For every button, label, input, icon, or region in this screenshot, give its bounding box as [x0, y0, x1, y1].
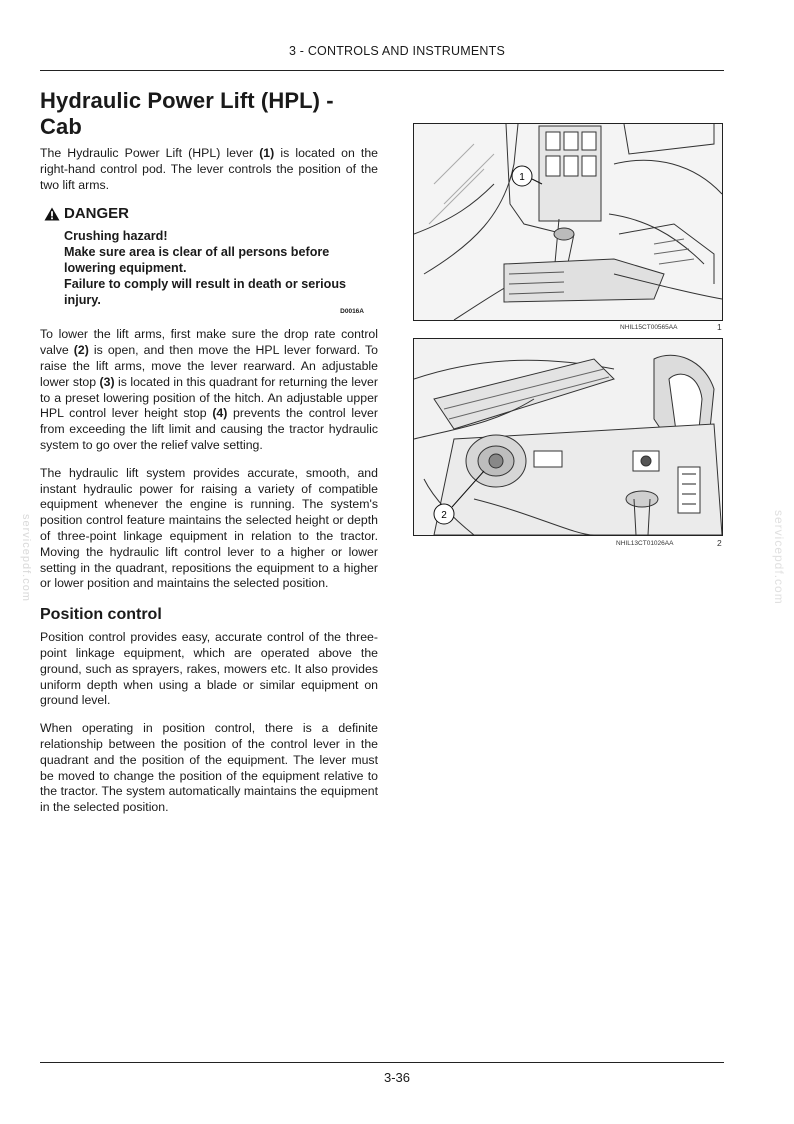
danger-text	[64, 228, 364, 308]
figure-2-code: NHIL13CT01026AA	[616, 540, 674, 547]
header-rule	[40, 70, 724, 71]
callout-ref-1: (1)	[259, 146, 275, 160]
page-number: 3-36	[383, 1070, 411, 1085]
callout-ref-4: (4)	[212, 406, 228, 421]
position-control-paragraph-2: When operating in position control, there is a definite relationship between the position of the control lever in the quadrant and the position of the equipment. The lever must be moved to change the position of the equipment relative to the tractor. The system automatically maintains the equipment in the selected position.	[40, 721, 378, 815]
position-control-paragraph-1: Position control provides easy, accurate control of the three-point linkage equipment, which are operated above the ground, such as sprayers, rakes, mowers etc. It also provides uniform depth when using a blade or similar equipment on ground level.	[40, 630, 378, 708]
footer-rule	[40, 1062, 724, 1063]
figure-1-number: 1	[717, 322, 722, 332]
danger-line-2: Make sure area is clear of all persons before lowering equipment.	[64, 245, 330, 276]
warning-triangle-icon	[44, 207, 60, 221]
callout-ref-2: (2)	[73, 343, 89, 358]
danger-line-3: Failure to comply will result in death or serious injury.	[64, 277, 347, 308]
danger-heading	[44, 205, 378, 222]
position-control-heading: Position control	[40, 606, 162, 624]
hpl-lever-illustration	[414, 124, 722, 320]
danger-code: D0016A	[340, 308, 364, 316]
figure-1-code: NHIL15CT00565AA	[620, 324, 678, 331]
watermark-right: servicepdf.com	[772, 510, 786, 605]
watermark-left: servicepdf.com	[20, 514, 32, 602]
lift-arms-paragraph: To lower the lift arms, first make sure the drop rate control valve (2) is open, and then move the HPL lever forward. To raise the lift arms, move the lever rearward. An adjustable lower stop (3) is located in this quadrant for returning the lever to a preset lowering position of the hitch. An adjustable upper HPL control lever height stop (4) prevents the control lever from exceeding the lift limit and causing the tractor hydraulic system to go over the relief valve setting.	[40, 327, 378, 452]
figure-2-drop-rate-valve	[413, 338, 723, 536]
lift-system-paragraph: The hydraulic lift system provides accurate, smooth, and instant hydraulic power for raising a variety of compatible equipment whenever the engine is running. The system's position control feature maintains the selected height or depth of three-point linkage equipment in relation to the tractor. Moving the hydraulic lift control lever to a higher or lower setting in the quadrant, repositions the equipment to a higher or lower position and maintains the selected position.	[40, 465, 378, 591]
text-column	[40, 88, 378, 828]
callout-ref-3: (3)	[99, 374, 115, 389]
drop-rate-valve-illustration	[414, 339, 722, 535]
figure-1-callout: 1	[519, 172, 525, 183]
danger-label: DANGER	[64, 205, 130, 223]
page-title: Hydraulic Power Lift (HPL) - Cab	[40, 88, 334, 139]
danger-box	[40, 205, 378, 315]
figure-2-number: 2	[717, 538, 722, 548]
intro-paragraph: The Hydraulic Power Lift (HPL) lever (1) is located on the right-hand control pod. The lever controls the position of the two lift arms.	[40, 146, 378, 192]
figure-2-callout: 2	[441, 510, 447, 521]
section-header: 3 - CONTROLS AND INSTRUMENTS	[288, 44, 506, 58]
danger-line-1: Crushing hazard!	[64, 229, 168, 244]
figure-1-hpl-lever	[413, 123, 723, 321]
